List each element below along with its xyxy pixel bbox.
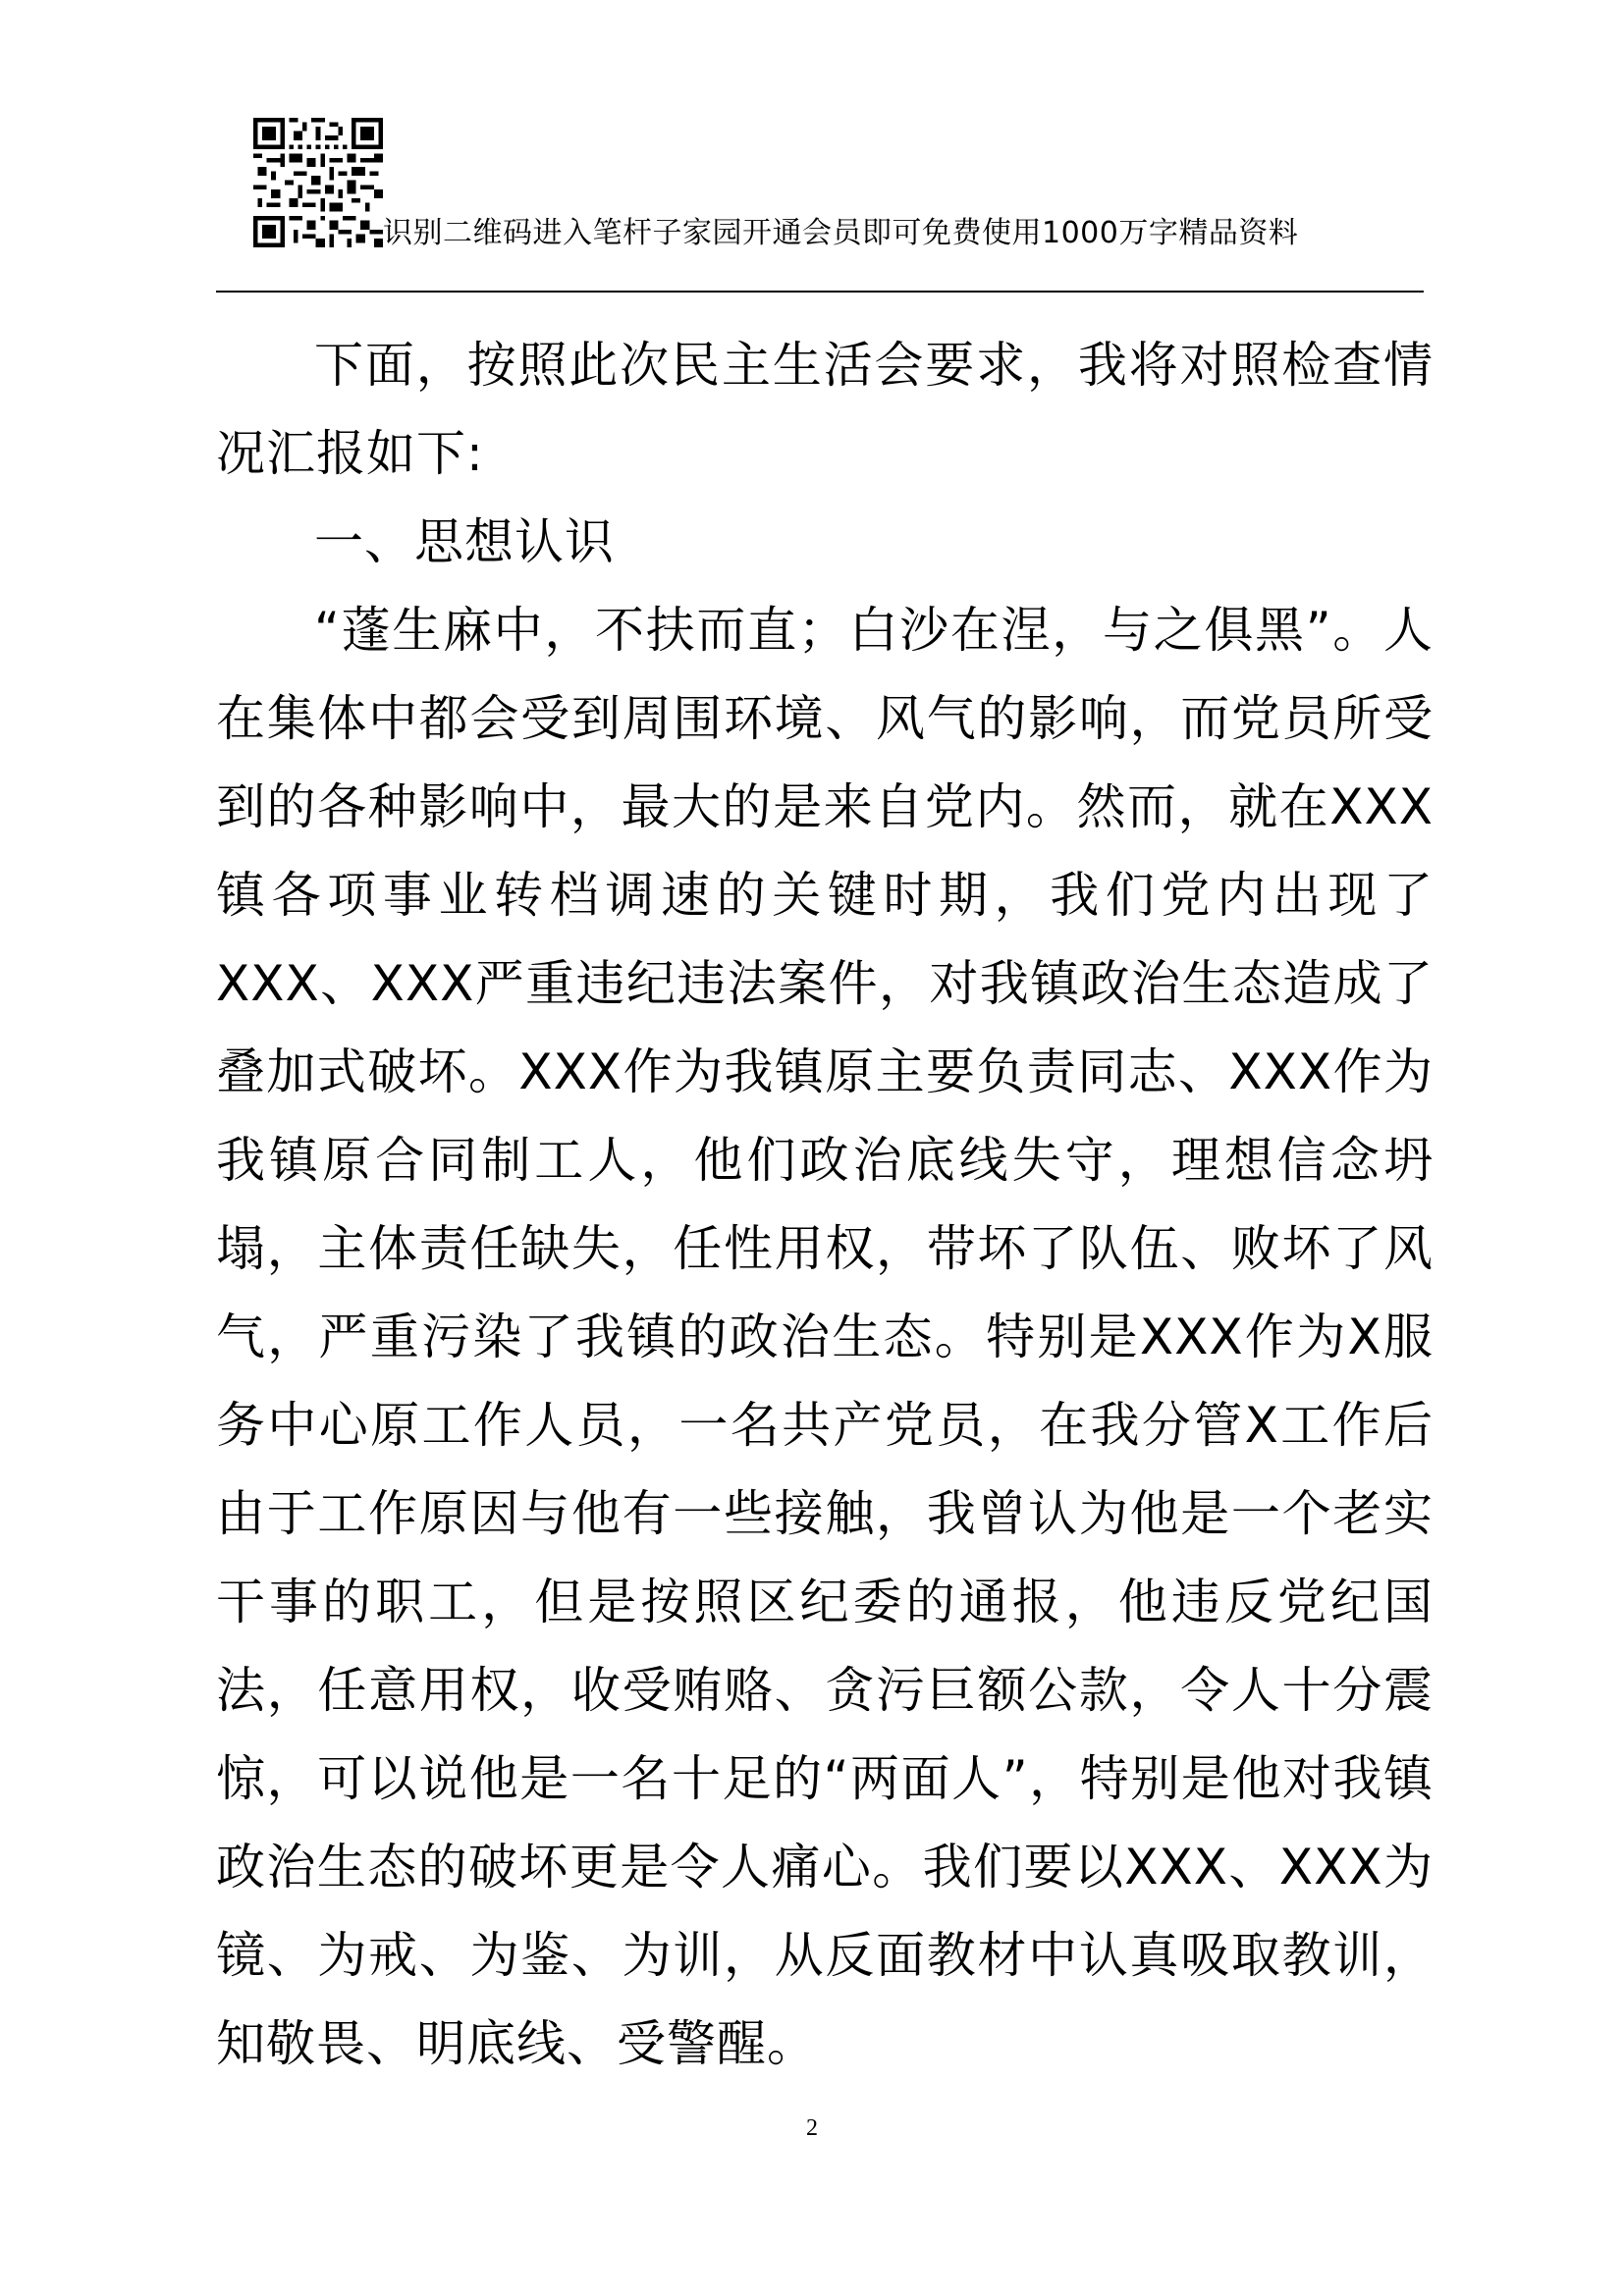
document-body — [216, 321, 1434, 2088]
body-paragraph: “蓬生麻中，不扶而直；白沙在涅，与之俱黑”。人在集体中都会受到周围环境、风气的影响，而党员所受到的各种影响中，最大的是来自党内。然而，就在XXX镇各项事业转档调速的关键时期，我们党内出现了XXX、XXX严重违纪违法案件，对我镇政治生态造成了叠加式破坏。XXX作为我镇原主要负责同志、XXX作为我镇原合同制工人，他们政治底线失守，理想信念坍塌，主体责任缺失，任性用权，带坏了队伍、败坏了风气，严重污染了我镇的政治生态。特别是XXX作为X服务中心原工作人员，一名共产党员，在我分管X工作后由于工作原因与他有一些接触，我曾认为他是一个老实干事的职工，但是按照区纪委的通报，他违反党纪国法，任意用权，收受贿赂、贪污巨额公款，令人十分震惊，可以说他是一名十足的“两面人”，特别是他对我镇政治生态的破坏更是令人痛心。我们要以XXX、XXX为镜、为戒、为鉴、为训，从反面教材中认真吸取教训，知敬畏、明底线、受警醒。 — [216, 602, 1434, 2072]
page-number: 2 — [806, 2115, 818, 2141]
header-promo-text: 识别二维码进入笔杆子家园开通会员即可免费使用1000万字精品资料 — [383, 216, 1299, 250]
header-divider — [216, 291, 1424, 293]
page-header — [216, 0, 1424, 293]
qr-code-icon[interactable] — [253, 118, 383, 247]
intro-paragraph: 下面，按照此次民主生活会要求，我将对照检查情况汇报如下: — [216, 337, 1434, 482]
section-heading: 一、思想认识 — [314, 513, 615, 570]
